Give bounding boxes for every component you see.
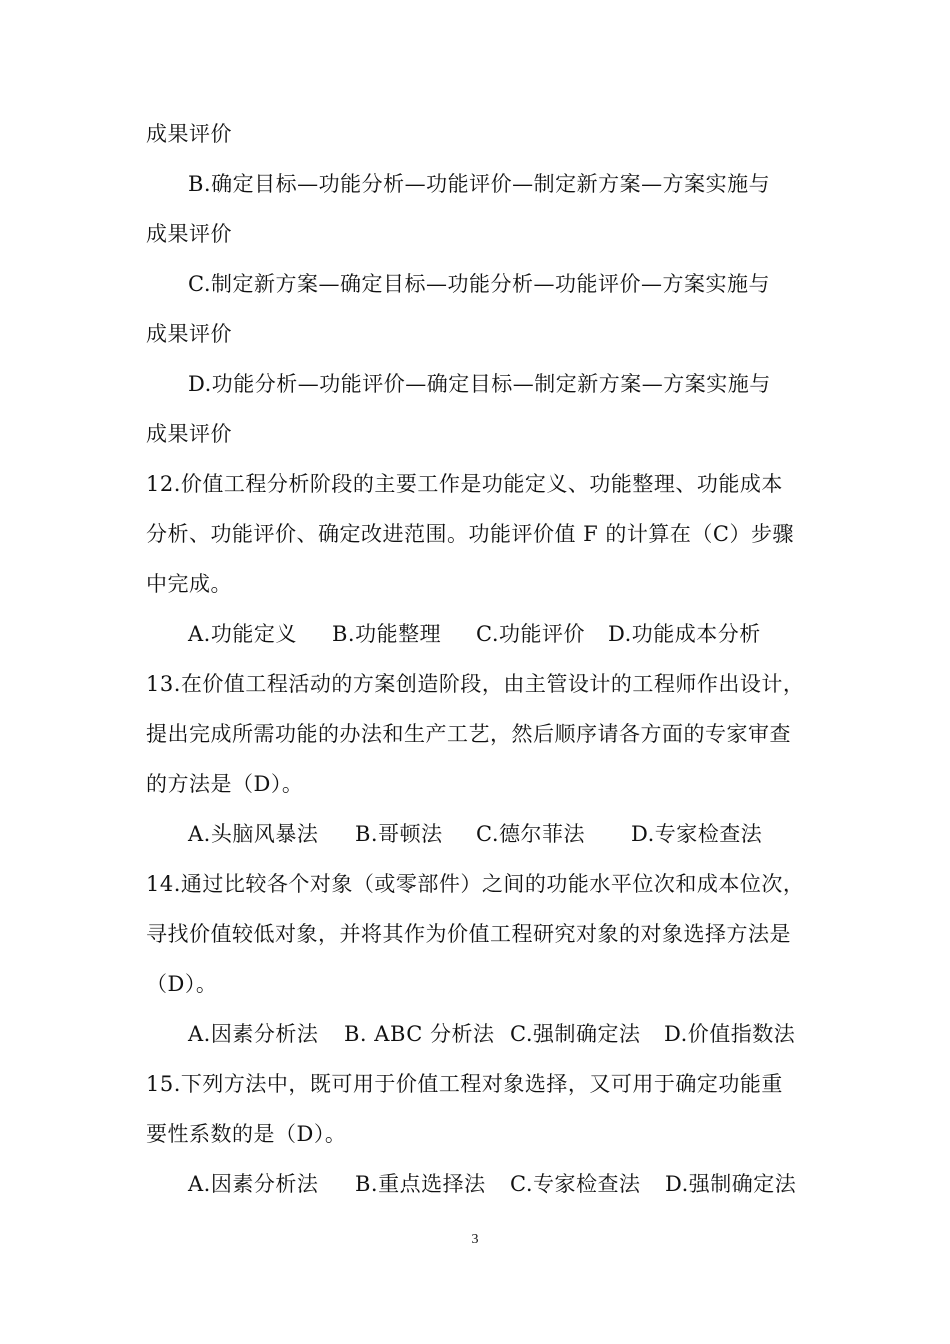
q12-stem-line3: 中完成。 [146, 572, 232, 596]
q14-stem-line3: （D）。 [146, 972, 218, 996]
q12-options [188, 619, 810, 649]
q14-stem-line2: 寻找价值较低对象，并将其作为价值工程研究对象的对象选择方法是 [146, 922, 791, 946]
q11-option-d-line2: 成果评价 [146, 422, 232, 446]
q12-option-b: B.功能整理 [332, 622, 442, 646]
q15-options [188, 1169, 810, 1199]
q11-option-b-line1: B.确定目标—功能分析—功能评价—制定新方案—方案实施与 [188, 172, 771, 196]
q14-option-d: D.价值指数法 [664, 1022, 796, 1046]
q11-option-b-line2: 成果评价 [146, 222, 232, 246]
q12-stem-line2: 分析、功能评价、确定改进范围。功能评价值 F 的计算在（C）步骤 [146, 522, 794, 546]
q15-option-d: D.强制确定法 [665, 1172, 797, 1196]
q13-option-b: B.哥顿法 [355, 822, 443, 846]
q13-option-c: C.德尔菲法 [476, 822, 585, 846]
q15-option-c: C.专家检查法 [510, 1172, 641, 1196]
q15-option-a: A.因素分析法 [188, 1172, 319, 1196]
q11-option-c-line1: C.制定新方案—确定目标—功能分析—功能评价—方案实施与 [188, 272, 770, 296]
q15-option-b: B.重点选择法 [355, 1172, 486, 1196]
q15-stem-line2: 要性系数的是（D）。 [146, 1122, 347, 1146]
q12-option-d: D.功能成本分析 [608, 622, 761, 646]
q11-option-c-line2: 成果评价 [146, 322, 232, 346]
q13-option-a: A.头脑风暴法 [188, 822, 319, 846]
q13-options [188, 819, 810, 849]
q14-option-c: C.强制确定法 [510, 1022, 641, 1046]
q13-stem-line3: 的方法是（D）。 [146, 772, 304, 796]
q13-option-d: D.专家检查法 [631, 822, 763, 846]
q11-a-tail: 成果评价 [146, 122, 232, 146]
page-number: 3 [471, 1232, 479, 1247]
q14-option-b: B. ABC 分析法 [344, 1022, 495, 1046]
q13-stem-line1: 13.在价值工程活动的方案创造阶段，由主管设计的工程师作出设计， [146, 672, 805, 696]
q15-stem-line1: 15.下列方法中，既可用于价值工程对象选择，又可用于确定功能重 [146, 1072, 783, 1096]
q14-stem-line1: 14.通过比较各个对象（或零部件）之间的功能水平位次和成本位次， [146, 872, 805, 896]
q13-stem-line2: 提出完成所需功能的办法和生产工艺，然后顺序请各方面的专家审查 [146, 722, 791, 746]
q11-option-d-line1: D.功能分析—功能评价—确定目标—制定新方案—方案实施与 [188, 372, 771, 396]
q14-option-a: A.因素分析法 [188, 1022, 319, 1046]
q12-option-c: C.功能评价 [476, 622, 585, 646]
q12-option-a: A.功能定义 [188, 622, 297, 646]
q12-stem-line1: 12.价值工程分析阶段的主要工作是功能定义、功能整理、功能成本 [146, 472, 783, 496]
q14-options [188, 1019, 810, 1049]
